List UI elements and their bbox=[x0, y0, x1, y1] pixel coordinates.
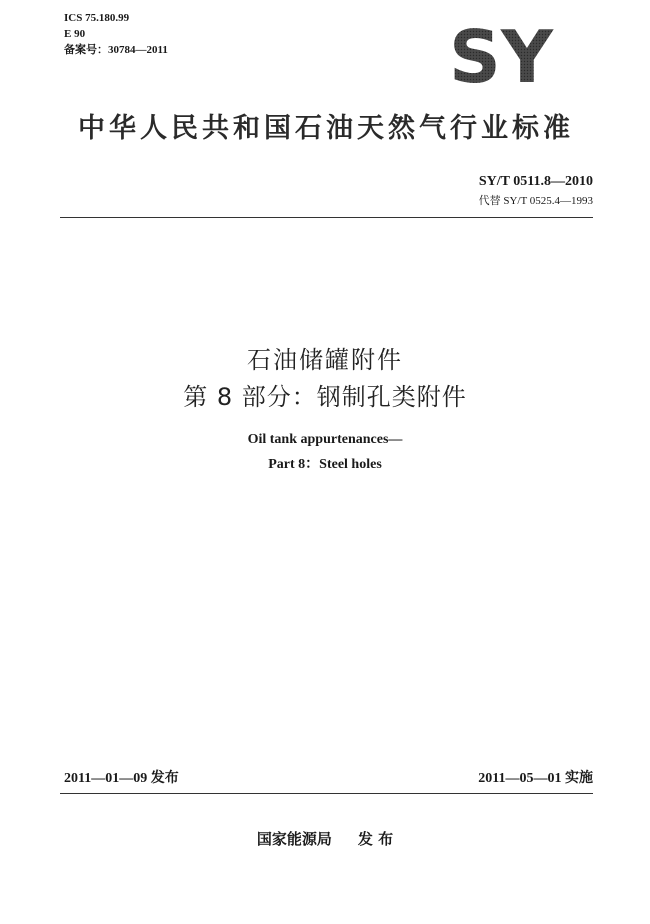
sy-logo bbox=[442, 24, 560, 88]
class-code: E 90 bbox=[64, 28, 86, 40]
standard-code-block bbox=[479, 172, 593, 210]
standard-category-title: 中华人民共和国石油天然气行业标准 bbox=[78, 113, 574, 144]
replaces-code: 代替 SY/T 0525.4—1993 bbox=[478, 195, 593, 207]
issuer-action: 发 布 bbox=[357, 830, 394, 848]
issue-date: 2011—01—09 发布 bbox=[64, 771, 179, 786]
filing-number: 备案号：30784—2011 bbox=[64, 44, 168, 56]
bottom-divider bbox=[60, 793, 593, 794]
issuer-line bbox=[0, 828, 650, 849]
en-title-line-2: Part 8：Steel holes bbox=[268, 457, 382, 472]
ics-code: ICS 75.180.99 bbox=[64, 12, 130, 24]
classification-block bbox=[64, 10, 168, 58]
en-title-line-1: Oil tank appurtenances— bbox=[247, 432, 403, 447]
effective-date: 2011—05—01 实施 bbox=[478, 771, 593, 786]
issuer-name: 国家能源局 bbox=[256, 830, 332, 848]
top-divider bbox=[60, 217, 593, 218]
standard-code: SY/T 0511.8—2010 bbox=[478, 174, 593, 189]
sy-logo-text: SY bbox=[449, 24, 553, 88]
cn-title-line-2: 第 8 部分：钢制孔类附件 bbox=[183, 383, 467, 411]
cn-title-line-1: 石油储罐附件 bbox=[247, 346, 403, 374]
